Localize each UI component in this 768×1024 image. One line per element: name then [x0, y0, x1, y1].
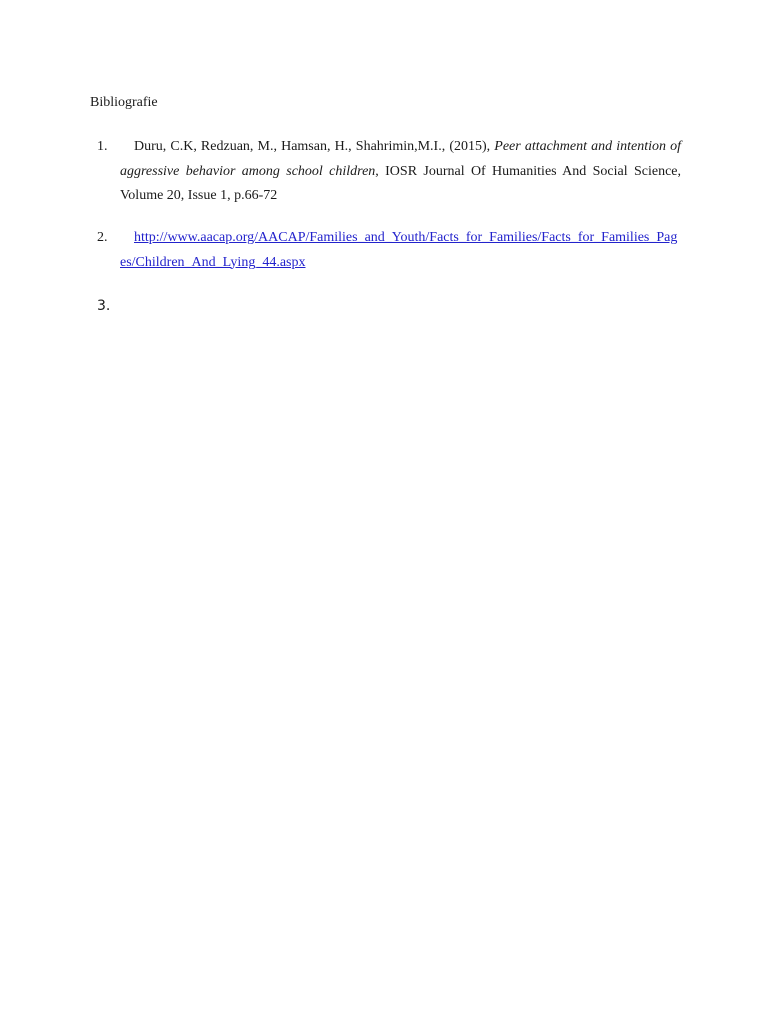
bibliography-heading: Bibliografie [90, 95, 158, 110]
reference-text [120, 135, 681, 209]
reference-number-empty: 3. [97, 298, 111, 314]
reference-source: , IOSR Journal Of Humanities And Social Science, Volume 20, Issue 1, p.66-72 [120, 163, 681, 203]
reference-number: 1. [97, 139, 108, 154]
reference-item [97, 226, 681, 275]
reference-title: Peer attachment and intention of aggressive behavior among school children [120, 139, 682, 179]
reference-authors: Duru, C.K, Redzuan, M., Hamsan, H., Shahrimin,M.I., (2015), [134, 139, 491, 154]
reference-number: 2. [97, 230, 108, 245]
reference-text [120, 226, 681, 275]
reference-item [97, 135, 681, 209]
reference-link[interactable]: http://www.aacap.org/AACAP/Families_and_Youth/Facts_for_Families/Facts_for_Families_Pages/Children_And_Lying_44.aspx [120, 230, 678, 270]
